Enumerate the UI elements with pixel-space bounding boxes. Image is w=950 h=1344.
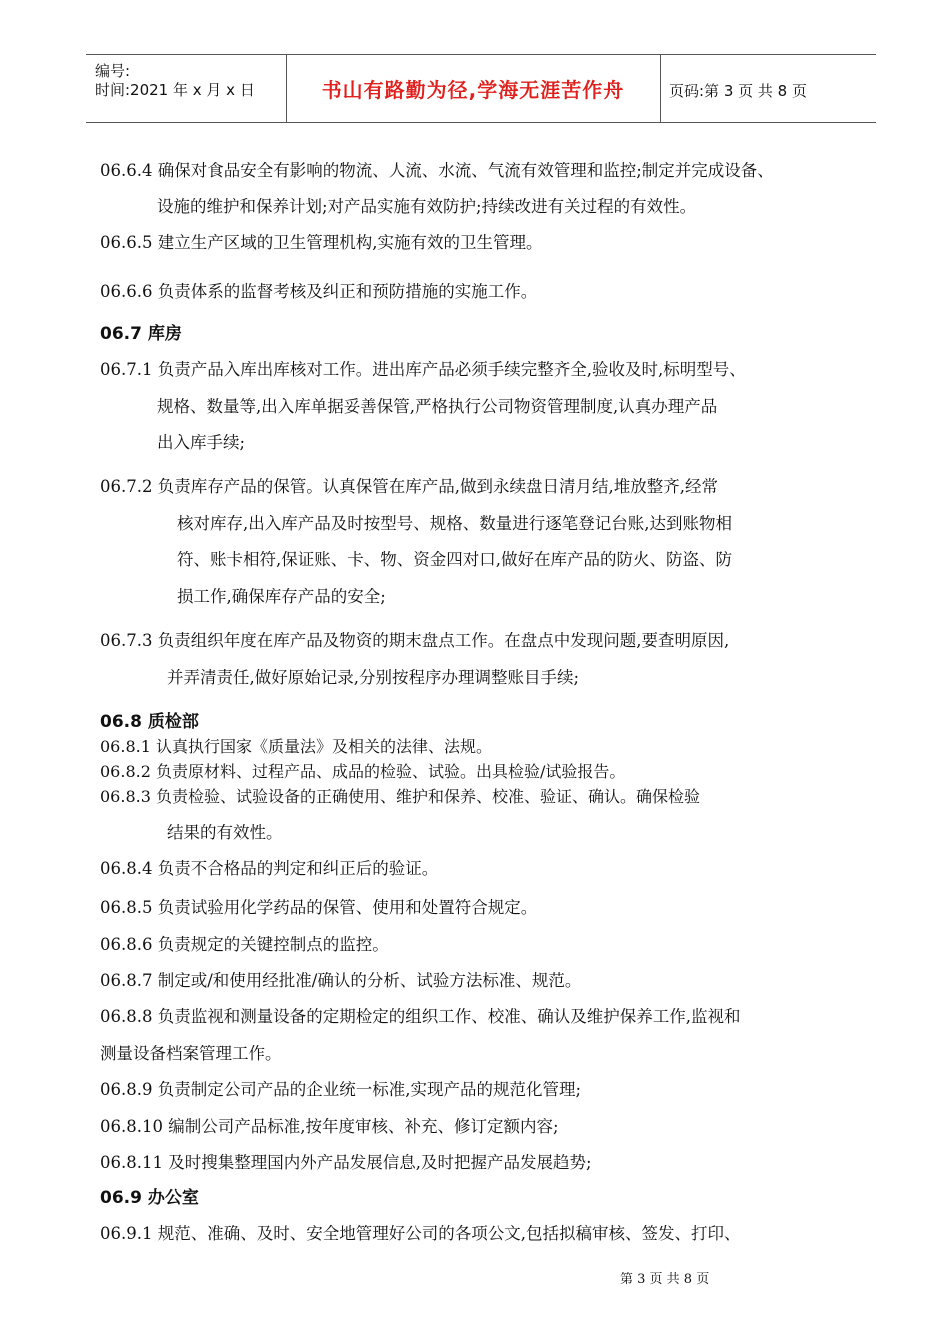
header-rule-top xyxy=(86,54,876,55)
paragraph-06-7-2-line4: 损工作,确保库存产品的安全; xyxy=(177,587,386,606)
paragraph-06-8-4: 06.8.4 负责不合格品的判定和纠正后的验证。 xyxy=(100,859,439,878)
paragraph-06-7-1-line1: 06.7.1 负责产品入库出库核对工作。进出库产品必须手续完整齐全,验收及时,标明型号、 xyxy=(100,360,746,379)
paragraph-06-7-2-line2: 核对库存,出入库产品及时按型号、规格、数量进行逐笔登记台账,达到账物相 xyxy=(177,514,732,533)
paragraph-06-8-3-line2: 结果的有效性。 xyxy=(167,823,283,842)
paragraph-06-8-8-line1: 06.8.8 负责监视和测量设备的定期检定的组织工作、校准、确认及维护保养工作,监视和 xyxy=(100,1007,741,1026)
document-number-label: 编号: xyxy=(95,62,131,80)
paragraph-06-8-7: 06.8.7 制定或/和使用经批准/确认的分析、试验方法标准、规范。 xyxy=(100,971,582,990)
document-date: 时间:2021 年 x 月 x 日 xyxy=(95,81,255,99)
paragraph-06-6-4-line1: 06.6.4 确保对食品安全有影响的物流、人流、水流、气流有效管理和监控;制定并完成设备、 xyxy=(100,161,774,180)
footer-page-number: 第 3 页 共 8 页 xyxy=(620,1272,710,1287)
paragraph-06-9-1-line1: 06.9.1 规范、准确、及时、安全地管理好公司的各项公文,包括拟稿审核、签发、打印、 xyxy=(100,1224,741,1243)
header-rule-bottom xyxy=(86,122,876,123)
paragraph-06-7-3-line1: 06.7.3 负责组织年度在库产品及物资的期末盘点工作。在盘点中发现问题,要查明原因, xyxy=(100,631,730,650)
paragraph-06-8-3-line1: 06.8.3 负责检验、试验设备的正确使用、维护和保养、校准、验证、确认。确保检验 xyxy=(100,787,700,806)
paragraph-06-8-1: 06.8.1 认真执行国家《质量法》及相关的法律、法规。 xyxy=(100,737,492,756)
paragraph-06-6-5: 06.6.5 建立生产区域的卫生管理机构,实施有效的卫生管理。 xyxy=(100,233,543,252)
paragraph-06-6-4-line2: 设施的维护和保养计划;对产品实施有效防护;持续改进有关过程的有效性。 xyxy=(157,197,697,216)
section-heading-06-9: 06.9 办公室 xyxy=(100,1188,199,1208)
header-page-number: 页码:第 3 页 共 8 页 xyxy=(669,82,807,100)
paragraph-06-8-10: 06.8.10 编制公司产品标准,按年度审核、补充、修订定额内容; xyxy=(100,1117,559,1136)
header-motto: 书山有路勤为径,学海无涯苦作舟 xyxy=(321,78,625,102)
paragraph-06-8-5: 06.8.5 负责试验用化学药品的保管、使用和处置符合规定。 xyxy=(100,898,538,917)
paragraph-06-7-1-line3: 出入库手续; xyxy=(157,433,246,452)
paragraph-06-8-11: 06.8.11 及时搜集整理国内外产品发展信息,及时把握产品发展趋势; xyxy=(100,1153,592,1172)
paragraph-06-8-6: 06.8.6 负责规定的关键控制点的监控。 xyxy=(100,935,389,954)
section-heading-06-8: 06.8 质检部 xyxy=(100,712,199,732)
paragraph-06-8-8-line2: 测量设备档案管理工作。 xyxy=(100,1044,282,1063)
paragraph-06-7-3-line2: 并弄清责任,做好原始记录,分别按程序办理调整账目手续; xyxy=(167,668,580,687)
paragraph-06-8-9: 06.8.9 负责制定公司产品的企业统一标准,实现产品的规范化管理; xyxy=(100,1080,582,1099)
paragraph-06-6-6: 06.6.6 负责体系的监督考核及纠正和预防措施的实施工作。 xyxy=(100,282,538,301)
section-heading-06-7: 06.7 库房 xyxy=(100,324,182,344)
paragraph-06-7-2-line3: 符、账卡相符,保证账、卡、物、资金四对口,做好在库产品的防火、防盗、防 xyxy=(177,550,732,569)
paragraph-06-8-2: 06.8.2 负责原材料、过程产品、成品的检验、试验。出具检验/试验报告。 xyxy=(100,762,626,781)
paragraph-06-7-1-line2: 规格、数量等,出入库单据妥善保管,严格执行公司物资管理制度,认真办理产品 xyxy=(157,397,718,416)
paragraph-06-7-2-line1: 06.7.2 负责库存产品的保管。认真保管在库产品,做到永续盘日清月结,堆放整齐,经常 xyxy=(100,477,718,496)
header-divider-right xyxy=(660,55,661,122)
